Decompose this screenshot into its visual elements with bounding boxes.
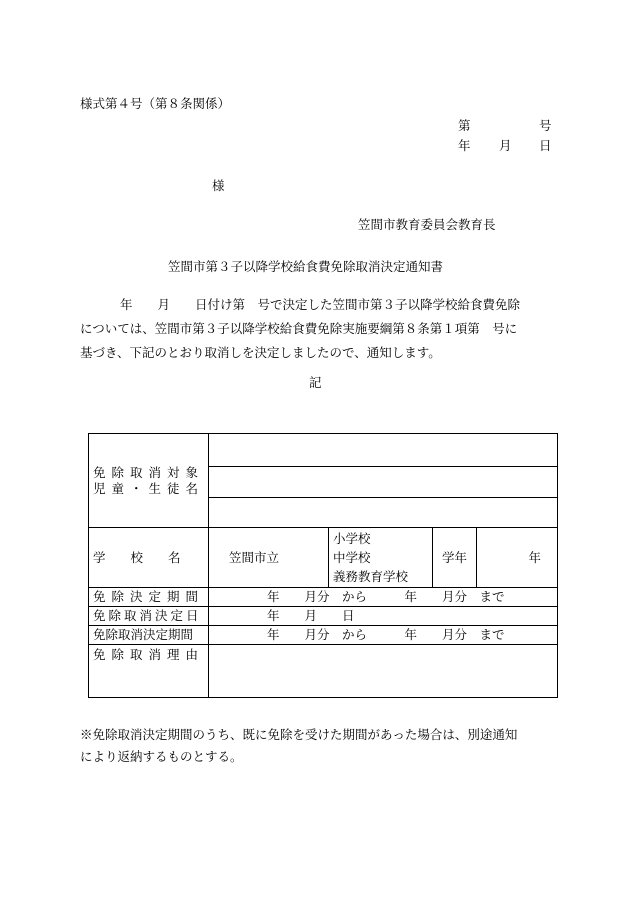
cancel-date-label-cell <box>89 607 209 626</box>
target-label-1: 免除取消対象 <box>93 464 205 480</box>
number-go: 号 <box>539 118 552 133</box>
grade-label: 学年 <box>441 549 467 565</box>
form-number: 様式第４号（第８条関係） <box>80 96 231 111</box>
grade-value-cell[interactable] <box>477 528 558 588</box>
school-label: 学 校 名 <box>93 549 181 565</box>
school-type-compulsory: 義務教育学校 <box>333 569 409 584</box>
body-line-1: 年 月 日付け第 号で決定した笠間市第３子以降学校給食費免除 <box>120 297 521 312</box>
footnote-line-2: により返納するものとする。 <box>80 749 243 764</box>
cancel-period-label: 免除取消決定期間 <box>93 627 194 642</box>
reason-label: 免除取消理由 <box>93 647 205 662</box>
school-type-junior-high: 中学校 <box>333 550 371 565</box>
grade-unit: 年 <box>528 549 541 565</box>
number-dai: 第 <box>458 118 471 133</box>
recipient-sama: 様 <box>212 178 225 193</box>
period-label-cell <box>89 588 209 607</box>
body-line-3: 基づき、下記のとおり取消しを決定しましたので、通知します。 <box>80 345 441 360</box>
cancel-period-value: 年 月分 から 年 月分 まで <box>267 627 505 642</box>
ki-heading: 記 <box>309 375 322 390</box>
reason-label-cell <box>89 645 209 698</box>
school-types-cell <box>329 528 433 588</box>
target-name-row-2[interactable] <box>209 467 558 498</box>
reason-value-cell[interactable] <box>209 645 558 698</box>
city-school-cell <box>209 528 329 588</box>
footnote-line-1: ※免除取消決定期間のうち、既に免除を受けた期間があった場合は、別途通知 <box>80 727 518 742</box>
school-type-elementary: 小学校 <box>333 531 371 546</box>
date-year: 年 <box>458 138 471 153</box>
target-label-2: 児童・生徒名 <box>93 480 205 496</box>
date-day: 日 <box>539 138 552 153</box>
cancel-period-label-cell <box>89 626 209 645</box>
cancel-date-value-cell[interactable] <box>209 607 558 626</box>
body-line-2: については、笠間市第３子以降学校給食費免除実施要綱第８条第１項第 号に <box>80 321 518 336</box>
date-month: 月 <box>499 138 512 153</box>
details-table <box>88 433 558 698</box>
body-paragraph <box>80 293 555 365</box>
sender-name: 笠間市教育委員会教育長 <box>358 217 496 232</box>
period-label: 免除決定期間 <box>93 589 205 604</box>
period-value-cell[interactable] <box>209 588 558 607</box>
cancel-date-label: 免除取消決定日 <box>93 608 202 623</box>
cancel-date-value: 年 月 日 <box>267 608 355 623</box>
period-value: 年 月分 から 年 月分 まで <box>267 589 505 604</box>
cancel-period-value-cell[interactable] <box>209 626 558 645</box>
footnote <box>80 724 555 768</box>
target-label-cell <box>89 434 209 528</box>
document-title: 笠間市第３子以降学校給食費免除取消決定通知書 <box>168 259 444 274</box>
target-name-row-3[interactable] <box>209 498 558 528</box>
target-name-row-1[interactable] <box>209 434 558 467</box>
grade-label-cell <box>433 528 477 588</box>
school-label-cell <box>89 528 209 588</box>
city-school: 笠間市立 <box>229 549 280 565</box>
